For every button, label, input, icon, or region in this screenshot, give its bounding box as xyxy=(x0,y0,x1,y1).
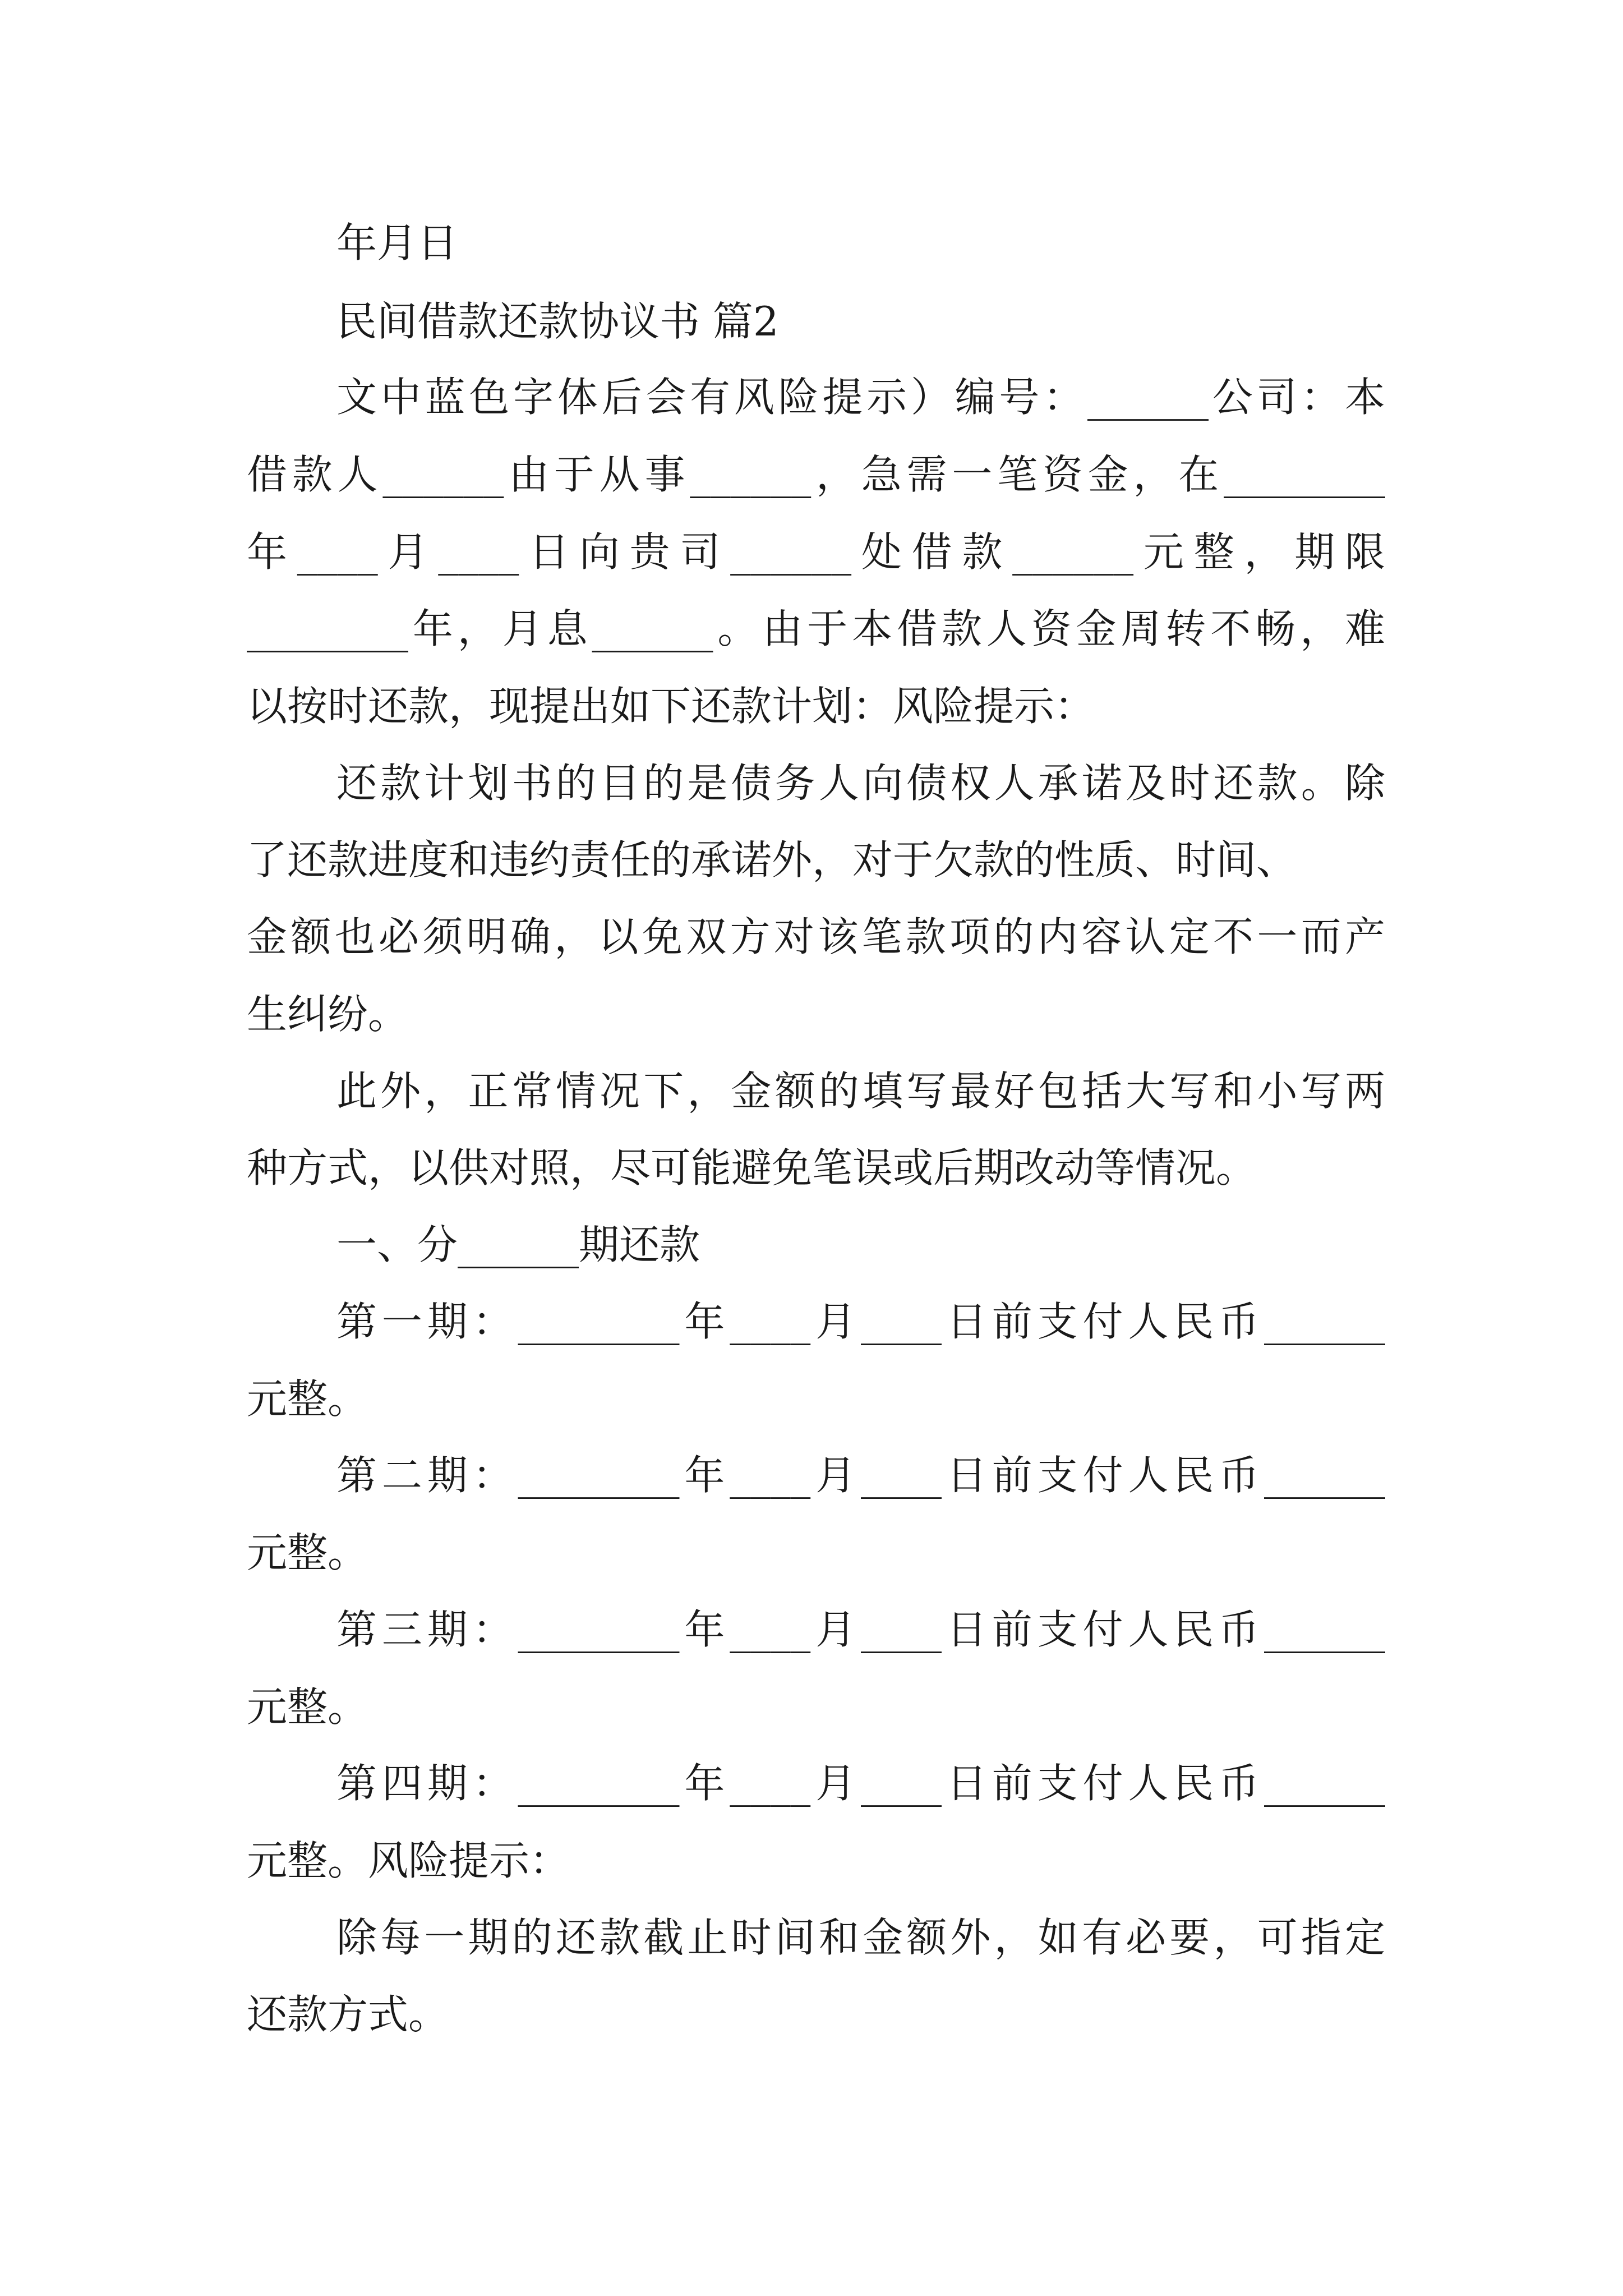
paragraph-line: 种方式，以供对照，尽可能避免笔误或后期改动等情况。 xyxy=(247,1144,1257,1191)
installment-line: 元整。 xyxy=(247,1375,368,1423)
installment-line: 元整。 xyxy=(247,1529,368,1576)
installment-line: 元整。 xyxy=(247,1683,368,1731)
paragraph-line: 还款方式。 xyxy=(247,1991,449,2038)
installment-line: 元整。风险提示： xyxy=(247,1837,570,1884)
list-heading: 一、分______期还款 xyxy=(336,1221,700,1268)
paragraph-line: 年____月____日向贵司______处借款______元整，期限 xyxy=(247,528,1385,576)
installment-line: 第四期：________年____月____日前支付人民币______ xyxy=(336,1760,1385,1807)
installment-line: 第一期：________年____月____日前支付人民币______ xyxy=(336,1298,1385,1345)
paragraph-line: 生纠纷。 xyxy=(247,991,409,1038)
installment-line: 第三期：________年____月____日前支付人民币______ xyxy=(336,1606,1385,1653)
paragraph-line: 除每一期的还款截止时间和金额外，如有必要，可指定 xyxy=(336,1914,1385,1961)
installment-line: 第二期：________年____月____日前支付人民币______ xyxy=(336,1452,1385,1499)
paragraph-line: 金额也必须明确，以免双方对该笔款项的内容认定不一而产 xyxy=(247,913,1385,960)
section-title: 民间借款还款协议书 篇2 xyxy=(336,298,779,345)
paragraph-line: 此外，正常情况下，金额的填写最好包括大写和小写两 xyxy=(336,1068,1385,1115)
paragraph-line: 还款计划书的目的是债务人向债权人承诺及时还款。除 xyxy=(336,760,1385,807)
paragraph-line: 文中蓝色字体后会有风险提示）编号：______公司：本 xyxy=(336,374,1385,421)
paragraph-line: 借款人______由于从事______，急需一笔资金，在________ xyxy=(247,451,1385,498)
date-line: 年月日 xyxy=(336,219,458,266)
paragraph-line: 以按时还款，现提出如下还款计划：风险提示： xyxy=(247,683,1095,730)
paragraph-line: ________年，月息______。由于本借款人资金周转不畅，难 xyxy=(247,605,1385,652)
paragraph-line: 了还款进度和违约责任的承诺外，对于欠款的性质、时间、 xyxy=(247,836,1297,884)
